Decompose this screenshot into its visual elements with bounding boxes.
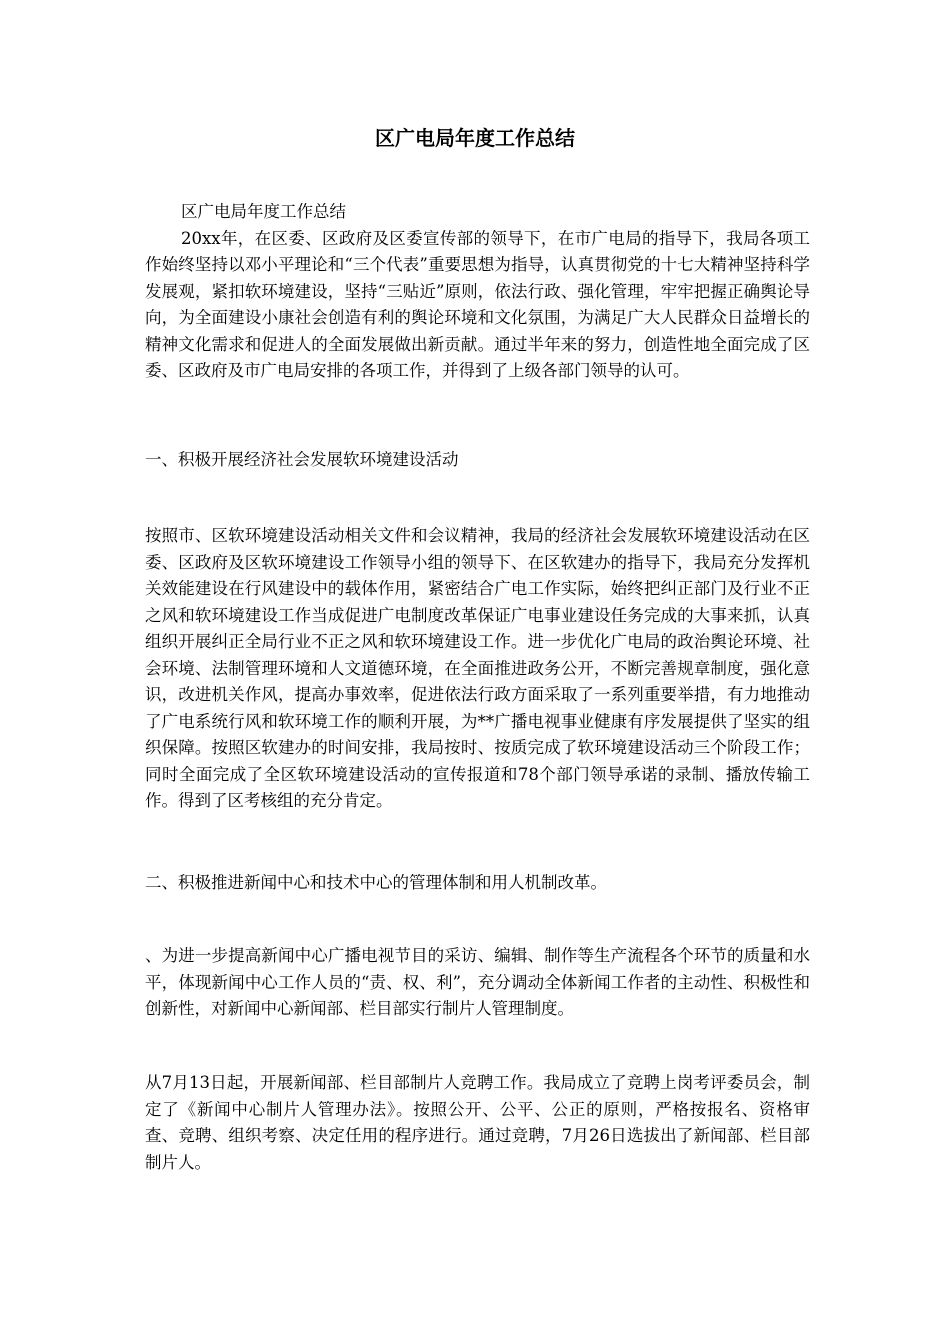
section1-paragraph: 按照市、区软环境建设活动相关文件和会议精神，我局的经济社会发展软环境建设活动在区委、区政府及区软环境建设工作领导小组的领导下、在区软建办的指导下，我局充分发挥机关效能建设在行风建设中的载体作用，紧密结合广电工作实际，始终把纠正部门及行业不正之风和软环境建设工作当成促进广电制度改革保证广电事业建设任务完成的大事来抓，认真组织开展纠正全局行业不正之风和软环境建设工作。进一步优化广电局的政治舆论环境、社会环境、法制管理环境和人文道德环境，在全面推进政务公开，不断完善规章制度，强化意识，改进机关作风，提高办事效率，促进依法行政方面采取了一系列重要举措，有力地推动了广电系统行风和软环境工作的顺利开展，为**广播电视事业健康有序发展提供了坚实的组织保障。按照区软建办的时间安排，我局按时、按质完成了软环境建设活动三个阶段工作；同时全面完成了全区软环境建设活动的宣传报道和78个部门领导承诺的录制、播放传输工作。得到了区考核组的充分肯定。 bbox=[145, 526, 810, 810]
document-subtitle: 区广电局年度工作总结 bbox=[181, 202, 346, 221]
section2-paragraph-1: 、为进一步提高新闻中心广播电视节目的采访、编辑、制作等生产流程各个环节的质量和水平，体现新闻中心工作人员的“责、权、利”，充分调动全体新闻工作者的主动性、积极性和创新性，对新闻中心新闻部、栏目部实行制片人管理制度。 bbox=[145, 946, 810, 1018]
section1-heading: 一、积极开展经济社会发展软环境建设活动 bbox=[145, 450, 459, 469]
intro-section bbox=[145, 199, 810, 385]
section2-heading: 二、积极推进新闻中心和技术中心的管理体制和用人机制改革。 bbox=[145, 873, 607, 892]
intro-paragraph: 20xx年，在区委、区政府及区委宣传部的领导下，在市广电局的指导下，我局各项工作始终坚持以邓小平理论和“三个代表”重要思想为指导，认真贯彻党的十七大精神坚持科学发展观，紧扣软环境建设，坚持“三贴近”原则，依法行政、强化管理，牢牢把握正确舆论导向，为全面建设小康社会创造有利的舆论环境和文化氛围，为满足广大人民群众日益增长的精神文化需求和促进人的全面发展做出新贡献。通过半年来的努力，创造性地全面完成了区委、区政府及市广电局安排的各项工作，并得到了上级各部门领导的认可。 bbox=[145, 228, 810, 380]
section2-paragraph-2: 从7月13日起，开展新闻部、栏目部制片人竞聘工作。我局成立了竞聘上岗考评委员会，制定了《新闻中心制片人管理办法》。按照公开、公平、公正的原则，严格按报名、资格审查、竞聘、组织考察、决定任用的程序进行。通过竞聘，7月26日选拔出了新闻部、栏目部制片人。 bbox=[145, 1073, 810, 1172]
document-title: 区广电局年度工作总结 bbox=[375, 126, 575, 150]
